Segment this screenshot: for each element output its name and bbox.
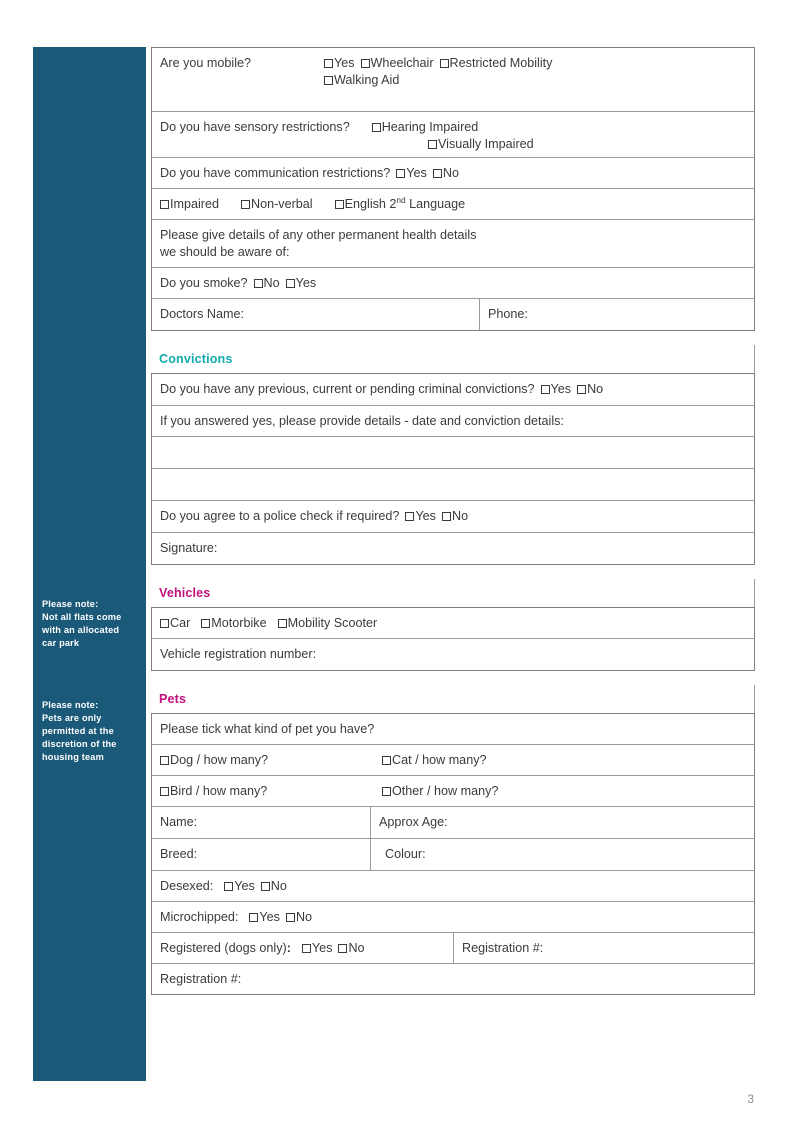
mobility-question: Are you mobile? (160, 56, 252, 70)
pet-microchipped-label: Microchipped: (160, 909, 239, 924)
row-vehicle-types (152, 608, 754, 639)
pet-other-cell (382, 776, 754, 807)
english-ordinal-suffix: nd (396, 195, 406, 206)
note-line: Please note: (42, 700, 99, 710)
police-check-cell (152, 501, 754, 532)
communication-cell (152, 158, 754, 189)
checkbox-icon[interactable] (428, 140, 437, 149)
pet-name-field[interactable] (152, 807, 370, 838)
pet-colour-field[interactable] (370, 839, 754, 870)
option-label: Yes (311, 940, 333, 955)
row-vehicle-registration[interactable] (152, 639, 754, 671)
option-label: No (587, 382, 604, 397)
pet-bird-cell (152, 776, 382, 807)
row-pet-tick-prompt (152, 714, 754, 745)
checkbox-option-motorbike[interactable] (201, 616, 266, 630)
option-label: Yes (406, 165, 427, 180)
row-conviction-details-blank-1[interactable] (152, 437, 754, 469)
checkbox-icon[interactable] (224, 882, 233, 891)
vehicle-types-cell (152, 608, 754, 639)
signature-field[interactable] (152, 533, 754, 564)
pet-registration-field-2[interactable] (152, 964, 754, 995)
option-label: Hearing Impaired (381, 120, 479, 134)
pet-registration-label-2: Registration #: (160, 971, 242, 986)
checkbox-option-cat[interactable] (382, 753, 487, 767)
checkbox-icon[interactable] (160, 787, 169, 796)
checkbox-option-non-verbal[interactable] (241, 197, 313, 211)
signature-label: Signature: (160, 541, 218, 556)
checkbox-icon[interactable] (160, 619, 169, 628)
row-pet-desexed (152, 871, 754, 902)
pet-registration-label: Registration #: (462, 940, 544, 955)
criminal-convictions-question: Do you have any previous, current or pending criminal convictions? (160, 382, 535, 397)
option-label: Yes (259, 909, 280, 924)
option-label: Motorbike (211, 615, 267, 630)
other-health-line-1: Please give details of any other permanent health details (160, 228, 477, 242)
sidebar-note-pets (42, 699, 142, 764)
checkbox-option-bird[interactable] (160, 784, 267, 798)
english-suffix: Language (405, 197, 466, 212)
note-line: car park (42, 638, 80, 649)
checkbox-option-other-pet[interactable] (382, 784, 498, 798)
pet-desexed-label: Desexed: (160, 878, 214, 893)
checkbox-icon[interactable] (160, 200, 169, 209)
checkbox-option-mobile-restricted[interactable] (440, 56, 553, 70)
checkbox-option-police-no[interactable] (442, 509, 468, 523)
checkbox-icon[interactable] (254, 279, 263, 288)
checkbox-option-desexed-no[interactable] (261, 879, 287, 893)
checkbox-icon[interactable] (361, 59, 370, 68)
communication-question: Do you have communication restrictions? (160, 165, 391, 180)
checkbox-icon[interactable] (335, 200, 344, 209)
row-conviction-details-prompt (152, 406, 754, 437)
option-label: Wheelchair (370, 56, 434, 70)
checkbox-option-convictions-no[interactable] (577, 382, 603, 396)
option-label: No (442, 165, 459, 180)
pet-tick-prompt-cell (152, 714, 754, 745)
option-label: Impaired (170, 197, 219, 212)
checkbox-icon[interactable] (201, 619, 210, 628)
checkbox-option-visually-impaired[interactable] (428, 137, 534, 151)
vehicle-registration-label: Vehicle registration number: (160, 647, 317, 662)
option-label: No (270, 878, 287, 893)
checkbox-icon[interactable] (324, 76, 333, 85)
option-label: Cat / how many? (392, 752, 487, 767)
checkbox-icon[interactable] (382, 787, 391, 796)
row-pet-breed-colour (152, 839, 754, 871)
doctor-phone-field[interactable] (479, 299, 754, 330)
pet-colour-label: Colour: (385, 847, 426, 862)
checkbox-icon[interactable] (382, 756, 391, 765)
checkbox-icon[interactable] (302, 944, 311, 953)
section-heading-label: Vehicles (159, 586, 211, 600)
note-line: Not all flats come (42, 612, 122, 623)
checkbox-icon[interactable] (241, 200, 250, 209)
communication-types-cell (152, 188, 754, 220)
row-signature[interactable] (152, 533, 754, 565)
section-heading-pets (151, 685, 755, 713)
row-other-health-details (152, 220, 754, 268)
pet-microchipped-cell (152, 902, 754, 933)
row-pet-name-age (152, 807, 754, 839)
option-label: No (451, 509, 469, 524)
checkbox-option-desexed-yes[interactable] (224, 879, 255, 893)
note-line: housing team (42, 752, 104, 763)
vehicle-registration-field[interactable] (152, 639, 754, 670)
option-label: Yes (334, 56, 355, 70)
pet-tick-prompt: Please tick what kind of pet you have? (160, 721, 375, 736)
option-label: Car (170, 615, 191, 630)
checkbox-icon[interactable] (442, 512, 451, 521)
checkbox-option-mobility-scooter[interactable] (278, 616, 378, 630)
mobility-question-cell (152, 48, 302, 79)
pet-age-label: Approx Age: (379, 815, 448, 830)
checkbox-option-microchipped-yes[interactable] (249, 910, 280, 924)
checkbox-icon[interactable] (324, 59, 333, 68)
row-police-check (152, 501, 754, 533)
other-health-details-cell (152, 220, 754, 267)
row-smoke (152, 268, 754, 299)
pet-name-label: Name: (160, 815, 198, 830)
pet-age-field[interactable] (370, 807, 754, 838)
checkbox-option-microchipped-no[interactable] (286, 910, 312, 924)
section-heading-convictions (151, 345, 755, 373)
row-pet-registration-2[interactable] (152, 964, 754, 995)
checkbox-icon[interactable] (372, 123, 381, 132)
pet-desexed-cell (152, 871, 754, 902)
sensory-cell (152, 112, 754, 159)
section-heading-label: Convictions (159, 352, 233, 366)
checkbox-icon[interactable] (396, 169, 405, 178)
conviction-details-prompt: If you answered yes, please provide details - date and conviction details: (160, 413, 564, 428)
checkbox-icon[interactable] (261, 882, 270, 891)
option-label: Non-verbal (251, 197, 313, 212)
row-pet-registered (152, 933, 754, 964)
english-prefix: English 2 (344, 197, 397, 212)
checkbox-icon[interactable] (338, 944, 347, 953)
note-line: Pets are only (42, 713, 102, 724)
row-communication-types (152, 189, 754, 220)
row-criminal-convictions (152, 374, 754, 406)
pet-breed-field[interactable] (152, 839, 370, 870)
checkbox-icon[interactable] (160, 756, 169, 765)
option-label: Yes (415, 509, 436, 524)
option-label: Restricted Mobility (449, 56, 553, 70)
option-label: Dog / how many? (170, 752, 269, 767)
row-mobility (152, 48, 754, 112)
criminal-convictions-cell (152, 374, 754, 405)
convictions-section (151, 373, 755, 565)
checkbox-option-smoke-no[interactable] (254, 276, 280, 290)
checkbox-option-dog[interactable] (160, 753, 268, 767)
pet-dog-cell (152, 745, 382, 776)
note-line: permitted at the (42, 726, 114, 737)
option-label: Other / how many? (392, 783, 499, 798)
row-conviction-details-blank-2[interactable] (152, 469, 754, 501)
checkbox-option-registered-no[interactable] (338, 941, 364, 955)
checkbox-option-mobile-walking-aid[interactable] (324, 73, 399, 87)
note-line: with an allocated (42, 625, 120, 636)
checkbox-option-convictions-yes[interactable] (541, 382, 572, 396)
conviction-details-input-2[interactable] (152, 478, 754, 492)
checkbox-option-mobile-yes[interactable] (324, 56, 355, 70)
mobility-options-cell (302, 48, 754, 95)
option-label: No (348, 940, 365, 955)
section-heading-label: Pets (159, 692, 187, 706)
checkbox-option-hearing-impaired[interactable] (372, 120, 479, 134)
checkbox-option-communication-yes[interactable] (396, 166, 427, 180)
note-line: Please note: (42, 599, 99, 609)
doctor-phone-label: Phone: (488, 307, 528, 322)
option-label: Yes (295, 275, 317, 290)
vehicles-section (151, 607, 755, 671)
checkbox-option-mobile-wheelchair[interactable] (361, 56, 434, 70)
pet-registered-label: Registered (dogs only) (160, 940, 287, 955)
option-label: Yes (234, 878, 255, 893)
checkbox-icon[interactable] (278, 619, 287, 628)
row-pet-microchipped (152, 902, 754, 933)
smoke-question: Do you smoke? (160, 275, 248, 290)
checkbox-icon[interactable] (249, 913, 258, 922)
option-label: Yes (550, 382, 572, 397)
option-label: Visually Impaired (438, 136, 534, 151)
row-doctor (152, 299, 754, 331)
option-label: Bird / how many? (170, 783, 268, 798)
doctor-name-label: Doctors Name: (160, 307, 244, 322)
pet-breed-label: Breed: (160, 847, 198, 862)
conviction-details-input-1[interactable] (152, 446, 754, 460)
pet-registration-field[interactable] (453, 933, 754, 964)
row-pet-bird-other (152, 776, 754, 807)
page-number: 3 (747, 1092, 754, 1106)
police-check-question: Do you agree to a police check if required? (160, 509, 400, 524)
row-pet-dog-cat (152, 745, 754, 776)
checkbox-icon[interactable] (541, 385, 550, 394)
health-section (151, 47, 755, 331)
pets-section (151, 713, 755, 995)
checkbox-option-communication-no[interactable] (433, 166, 459, 180)
checkbox-option-smoke-yes[interactable] (286, 276, 317, 290)
pet-registered-colon: : (286, 940, 291, 955)
checkbox-option-registered-yes[interactable] (302, 941, 333, 955)
other-health-line-2: we should be aware of: (160, 244, 290, 259)
form-body (151, 47, 755, 995)
option-label: Mobility Scooter (287, 615, 378, 630)
note-line: discretion of the (42, 739, 117, 750)
pet-registered-cell (152, 933, 453, 964)
sidebar-note-parking (42, 598, 142, 650)
checkbox-option-impaired[interactable] (160, 197, 219, 211)
option-label: Walking Aid (334, 72, 400, 87)
conviction-details-prompt-cell (152, 406, 754, 437)
checkbox-icon[interactable] (440, 59, 449, 68)
checkbox-option-english-second-language[interactable] (335, 197, 466, 211)
doctor-name-field[interactable] (152, 299, 479, 330)
checkbox-icon[interactable] (286, 913, 295, 922)
section-heading-vehicles (151, 579, 755, 607)
option-label: No (263, 275, 280, 290)
pet-cat-cell (382, 745, 754, 776)
sidebar-panel (33, 47, 146, 1081)
sensory-question: Do you have sensory restrictions? (160, 120, 350, 134)
checkbox-option-car[interactable] (160, 616, 190, 630)
checkbox-icon[interactable] (577, 385, 586, 394)
checkbox-icon[interactable] (286, 279, 295, 288)
row-communication (152, 158, 754, 189)
checkbox-icon[interactable] (405, 512, 414, 521)
smoke-cell (152, 268, 754, 299)
checkbox-option-police-yes[interactable] (405, 509, 436, 523)
option-label: No (295, 909, 313, 924)
row-sensory (152, 112, 754, 158)
checkbox-icon[interactable] (433, 169, 442, 178)
